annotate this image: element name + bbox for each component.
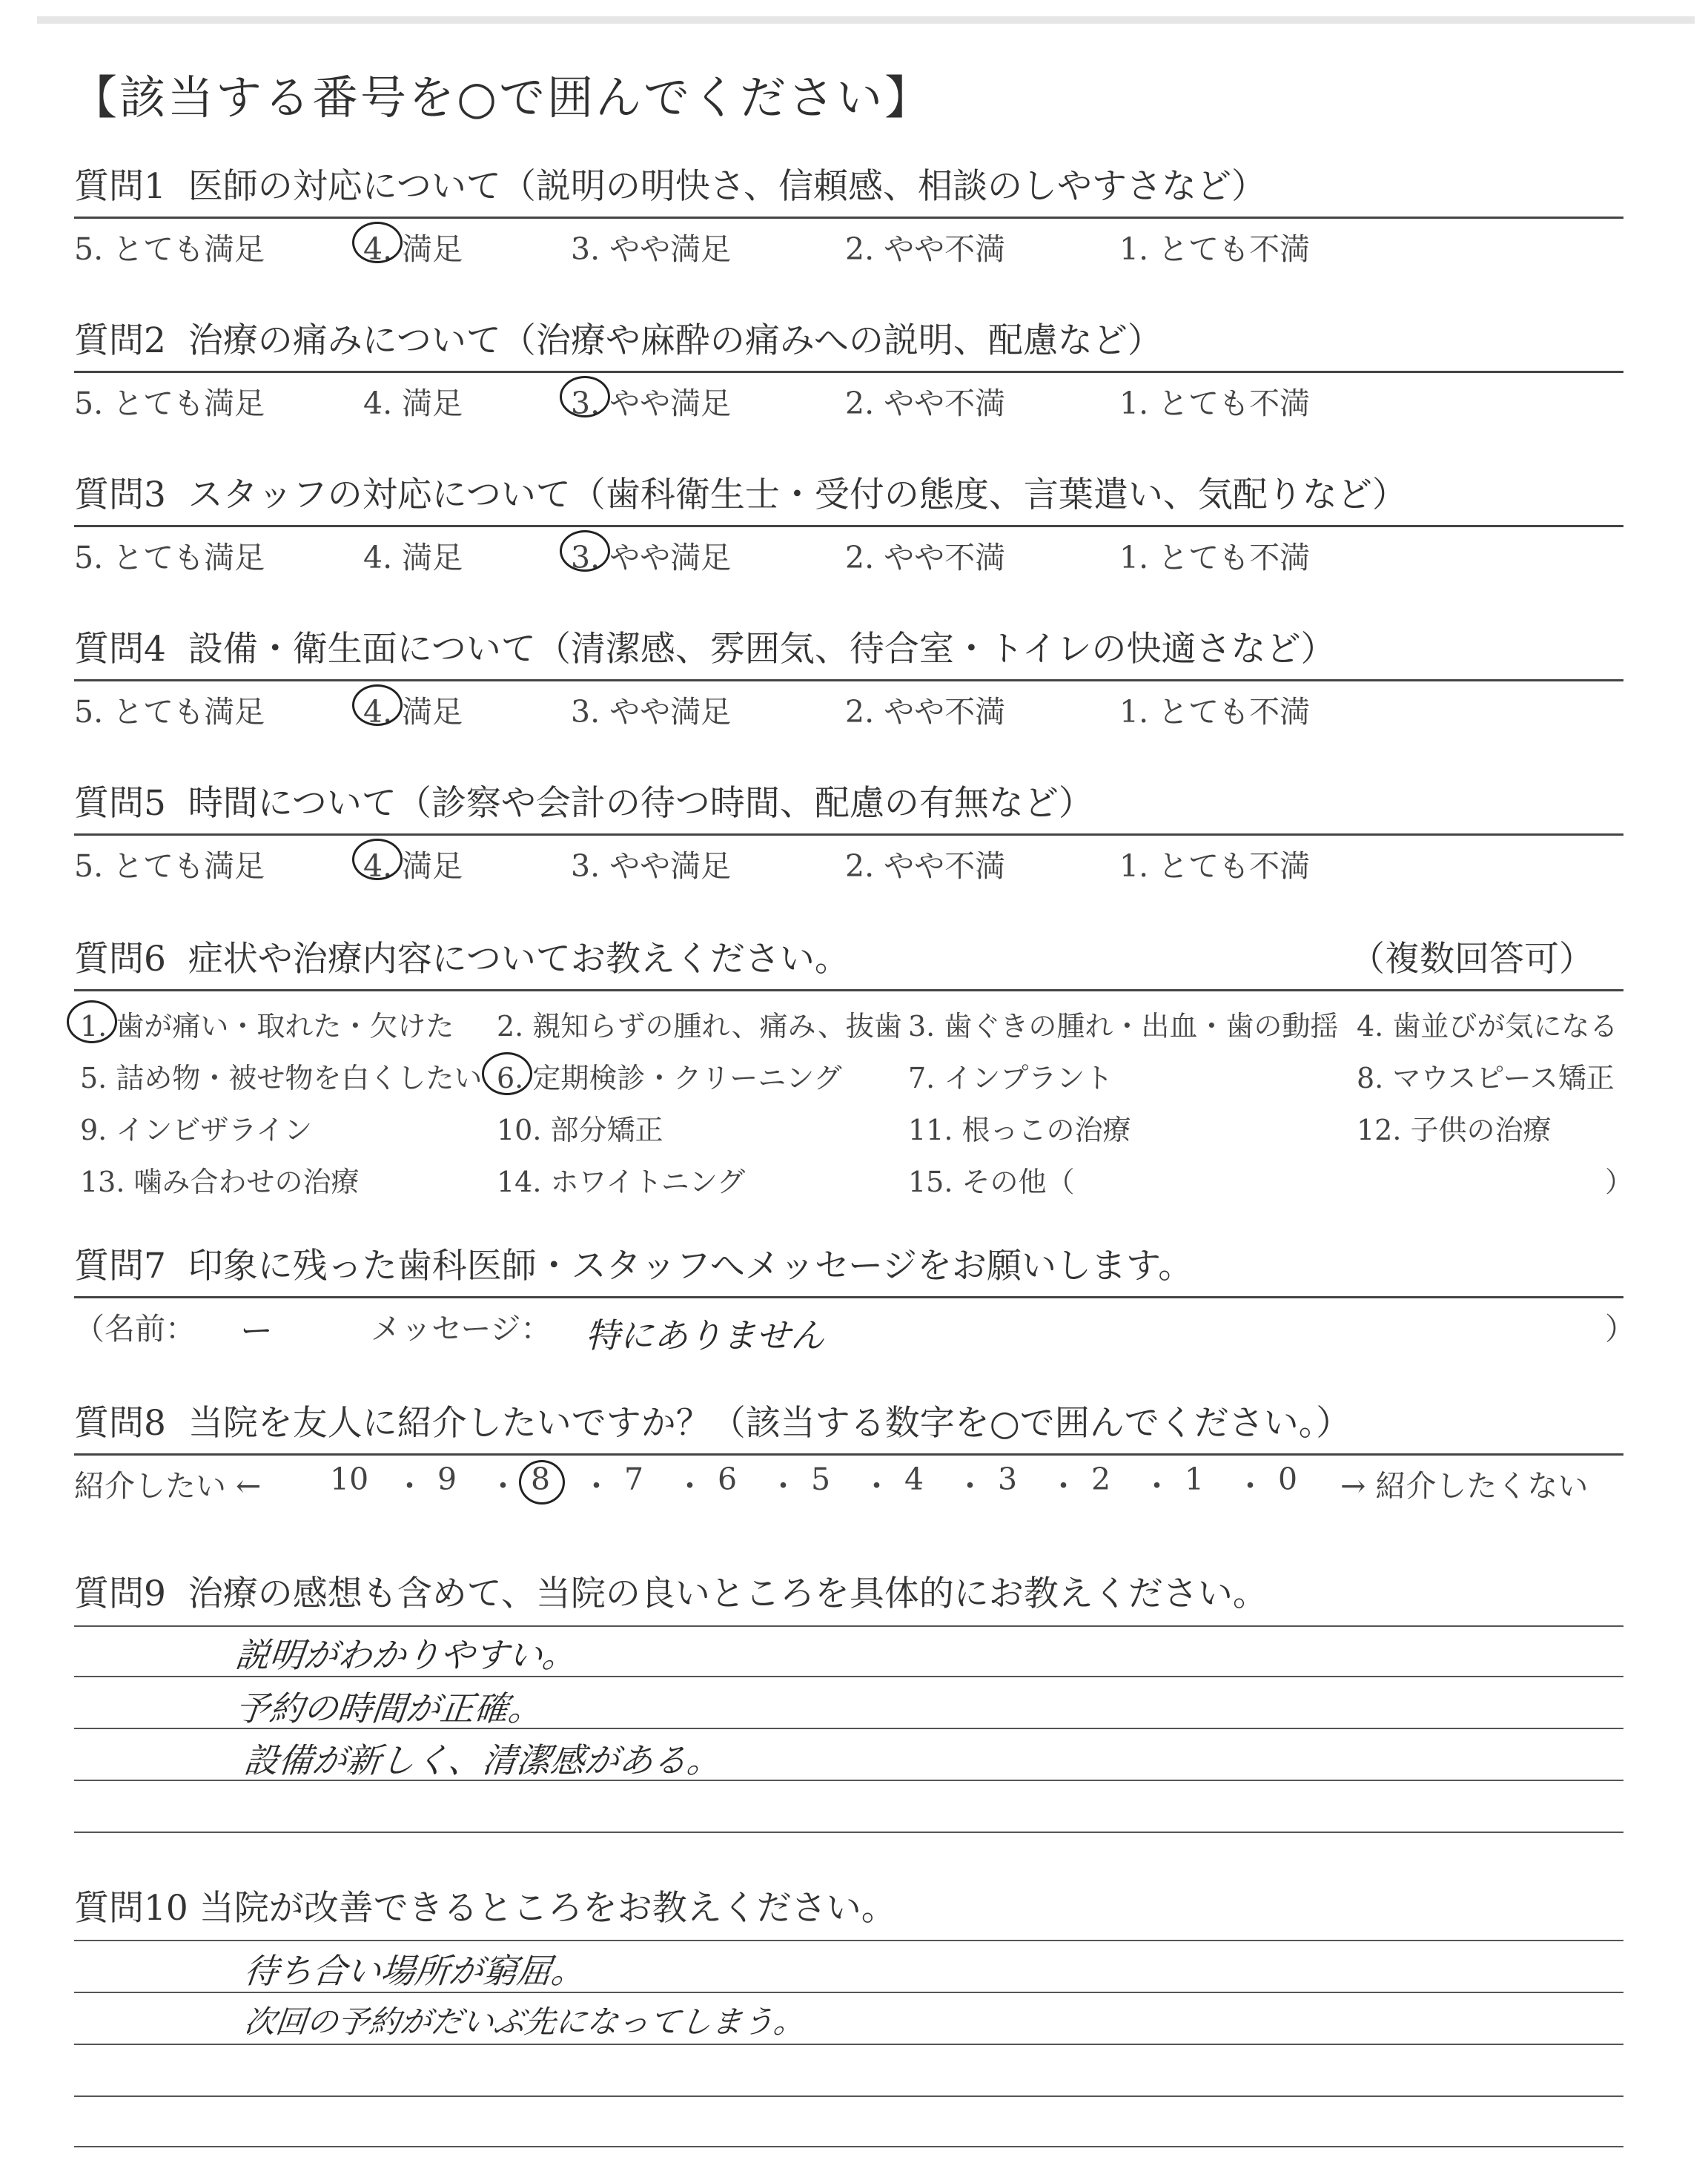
q10-line-3 (74, 2044, 1623, 2045)
q8-sep: ・ (394, 1468, 425, 1504)
q7-name-label: （名前： (74, 1311, 196, 1347)
q9-answer-3[interactable]: 設備が新しく、清潔感がある。 (242, 1740, 724, 1780)
q8-right-label: → 紹介したくない (1340, 1468, 1589, 1504)
q9-line-5 (74, 1832, 1623, 1833)
question-5-options (74, 836, 1623, 882)
q6-option-1[interactable]: 1. 歯が痛い・取れた・欠けた (80, 1010, 454, 1043)
question-3-heading (74, 472, 1623, 519)
q8-sep: ・ (488, 1468, 518, 1504)
q6-option-4[interactable]: 4. 歯並びが気になる (1357, 1010, 1618, 1043)
question-1-text: 医師の対応について（説明の明快さ、信頼感、相談のしやすさなど） (188, 166, 1266, 207)
q1-option-2[interactable]: 2. やや不満 (845, 231, 1006, 267)
question-6-hint: （複数回答可） (1350, 939, 1594, 980)
q8-left-label: 紹介したい ← (74, 1468, 262, 1504)
q2-option-4[interactable]: 4. 満足 (363, 386, 463, 421)
q5-selection-circle (352, 839, 403, 880)
q6-option-15[interactable]: 15. その他（ (908, 1166, 1075, 1198)
q5-option-5[interactable]: 5. とても満足 (74, 848, 265, 884)
q10-answer-1[interactable]: 待ち合い場所が窮屈。 (242, 1951, 588, 1991)
question-7-text: 印象に残った歯科医師・スタッフへメッセージをお願いします。 (188, 1246, 1194, 1287)
q6-option-8[interactable]: 8. マウスピース矯正 (1357, 1062, 1615, 1094)
q8-scale-7[interactable]: 7 (624, 1462, 644, 1497)
q10-answer-2[interactable]: 次回の予約がだいぶ先になってしまう。 (242, 2004, 807, 2040)
q6-option-10[interactable]: 10. 部分矯正 (497, 1114, 663, 1146)
q4-option-1[interactable]: 1. とても不満 (1119, 694, 1311, 730)
q10-line-5 (74, 2146, 1623, 2147)
question-9 (74, 1571, 1623, 1618)
question-1-options (74, 219, 1623, 265)
q8-scale-6[interactable]: 6 (718, 1462, 738, 1497)
question-5-label: 質問5 (74, 783, 166, 824)
q6-option-9[interactable]: 9. インビザライン (80, 1114, 313, 1146)
question-10-heading (74, 1885, 1623, 1932)
q8-scale-10[interactable]: 10 (330, 1462, 369, 1497)
question-6-heading (74, 936, 1623, 983)
q3-option-1[interactable]: 1. とても不満 (1119, 540, 1311, 575)
q2-selection-circle (560, 376, 610, 417)
q8-scale-3[interactable]: 3 (998, 1462, 1018, 1497)
question-9-heading (74, 1571, 1623, 1618)
q6-option-13[interactable]: 13. 噛み合わせの治療 (80, 1166, 360, 1198)
question-4-label: 質問4 (74, 629, 166, 670)
q6-option-7[interactable]: 7. インプラント (908, 1062, 1113, 1094)
q2-option-5[interactable]: 5. とても満足 (74, 386, 265, 421)
q1-option-4[interactable]: 4. 満足 (363, 231, 463, 267)
question-2 (74, 317, 1623, 419)
q6-option-14[interactable]: 14. ホワイトニング (497, 1166, 746, 1198)
q4-option-4[interactable]: 4. 満足 (363, 694, 463, 730)
question-10-text: 当院が改善できるところをお教えください。 (199, 1888, 896, 1929)
q4-option-3[interactable]: 3. やや満足 (571, 694, 732, 730)
q5-option-3[interactable]: 3. やや満足 (571, 848, 732, 884)
q8-sep: ・ (675, 1468, 705, 1504)
q8-sep: ・ (768, 1468, 798, 1504)
question-3-text: スタッフの対応について（歯科衛生士・受付の態度、言葉遣い、気配りなど） (188, 475, 1407, 515)
question-7-label: 質問7 (74, 1246, 166, 1287)
question-7-fields (74, 1298, 1635, 1358)
question-2-text: 治療の痛みについて（治療や麻酔の痛みへの説明、配慮など） (188, 320, 1162, 361)
question-6-options (74, 991, 1634, 1206)
q2-option-2[interactable]: 2. やや不満 (845, 386, 1006, 421)
question-5-heading (74, 780, 1623, 828)
q9-line-1 (74, 1625, 1623, 1627)
q8-sep: ・ (1142, 1468, 1172, 1504)
q4-option-5[interactable]: 5. とても満足 (74, 694, 265, 730)
q6-option-12[interactable]: 12. 子供の治療 (1357, 1114, 1552, 1146)
q5-option-1[interactable]: 1. とても不満 (1119, 848, 1311, 884)
q3-option-4[interactable]: 4. 満足 (363, 540, 463, 575)
question-7 (74, 1243, 1635, 1358)
question-4-text: 設備・衛生面について（清潔感、雰囲気、待合室・トイレの快適さなど） (188, 629, 1336, 670)
question-9-label: 質問9 (74, 1573, 166, 1614)
q3-option-5[interactable]: 5. とても満足 (74, 540, 265, 575)
question-3-options (74, 527, 1623, 573)
q3-option-3[interactable]: 3. やや満足 (571, 540, 732, 575)
q7-message-value[interactable]: 特にありません (586, 1315, 824, 1355)
q6-option-6[interactable]: 6. 定期検診・クリーニング (497, 1062, 842, 1094)
question-2-label: 質問2 (74, 320, 166, 361)
q6-option-11[interactable]: 11. 根っこの治療 (908, 1114, 1131, 1146)
q8-selection-circle (519, 1460, 565, 1505)
q4-selection-circle (352, 684, 403, 726)
q8-scale-5[interactable]: 5 (811, 1462, 831, 1497)
q6-selection-circle-6 (482, 1052, 532, 1095)
q8-sep: ・ (955, 1468, 985, 1504)
question-7-heading (74, 1243, 1623, 1290)
q6-option-3[interactable]: 3. 歯ぐきの腫れ・出血・歯の動揺 (908, 1010, 1339, 1043)
q5-option-4[interactable]: 4. 満足 (363, 848, 463, 884)
q1-option-1[interactable]: 1. とても不満 (1119, 231, 1311, 267)
question-6-text: 症状や治療内容についてお教えください。 (188, 939, 850, 980)
q3-option-2[interactable]: 2. やや不満 (845, 540, 1006, 575)
question-9-text: 治療の感想も含めて、当院の良いところを具体的にお教えください。 (188, 1573, 1268, 1614)
question-4-options (74, 681, 1623, 730)
top-border (37, 16, 1695, 24)
question-10-label: 質問10 (74, 1888, 188, 1929)
question-8-text: 当院を友人に紹介したいですか？（該当する数字を○で囲んでください。） (188, 1403, 1351, 1444)
q8-sep: ・ (1048, 1468, 1079, 1504)
q1-option-5[interactable]: 5. とても満足 (74, 231, 265, 267)
q2-option-3[interactable]: 3. やや満足 (571, 386, 732, 421)
question-8-label: 質問8 (74, 1403, 166, 1444)
q7-close-paren: ） (1605, 1311, 1635, 1347)
q8-sep: ・ (1235, 1468, 1265, 1504)
question-8-heading (74, 1400, 1623, 1447)
question-3 (74, 472, 1623, 573)
q1-selection-circle (352, 222, 403, 263)
q5-option-2[interactable]: 2. やや不満 (845, 848, 1006, 884)
q8-scale-0[interactable]: 0 (1278, 1462, 1298, 1497)
q10-line-4 (74, 2095, 1623, 2097)
q8-scale-4[interactable]: 4 (904, 1462, 924, 1497)
q9-answer-2[interactable]: 予約の時間が正確。 (233, 1688, 545, 1728)
q10-line-1 (74, 1940, 1623, 1941)
q8-scale-2[interactable]: 2 (1091, 1462, 1111, 1497)
question-4-heading (74, 626, 1623, 673)
q8-sep: ・ (861, 1468, 892, 1504)
question-6-label: 質問6 (74, 939, 166, 980)
q8-scale-1[interactable]: 1 (1185, 1462, 1205, 1497)
question-5 (74, 780, 1623, 882)
q8-sep: ・ (581, 1468, 612, 1504)
q7-message-label: メッセージ： (371, 1311, 552, 1347)
question-4 (74, 626, 1623, 730)
q6-option-2[interactable]: 2. 親知らずの腫れ、痛み、抜歯 (497, 1010, 902, 1043)
question-1-label: 質問1 (74, 166, 166, 207)
q7-name-value[interactable]: ー (237, 1312, 270, 1350)
question-3-label: 質問3 (74, 475, 166, 515)
question-2-options (74, 373, 1623, 419)
q1-option-3[interactable]: 3. やや満足 (571, 231, 732, 267)
question-6 (74, 936, 1634, 1206)
q2-option-1[interactable]: 1. とても不満 (1119, 386, 1311, 421)
question-5-text: 時間について（診察や会計の待つ時間、配慮の有無など） (188, 783, 1093, 824)
question-1 (74, 163, 1623, 265)
q6-option-5[interactable]: 5. 詰め物・被せ物を白くしたい (80, 1062, 483, 1094)
q3-selection-circle (560, 530, 610, 572)
page-title: 【該当する番号を○で囲んでください】 (71, 70, 933, 125)
question-10 (74, 1885, 1623, 1932)
question-8 (74, 1400, 1623, 1507)
q9-answer-1[interactable]: 説明がわかりやすい。 (233, 1635, 579, 1675)
question-1-heading (74, 163, 1623, 211)
q6-option-15-close: ） (1605, 1166, 1634, 1198)
q8-scale-9[interactable]: 9 (437, 1462, 457, 1497)
q8-scale-8[interactable]: 8 (531, 1462, 551, 1497)
question-2-heading (74, 317, 1623, 365)
q4-option-2[interactable]: 2. やや不満 (845, 694, 1006, 730)
question-8-scale (74, 1456, 1623, 1507)
q6-selection-circle-1 (67, 1000, 117, 1043)
